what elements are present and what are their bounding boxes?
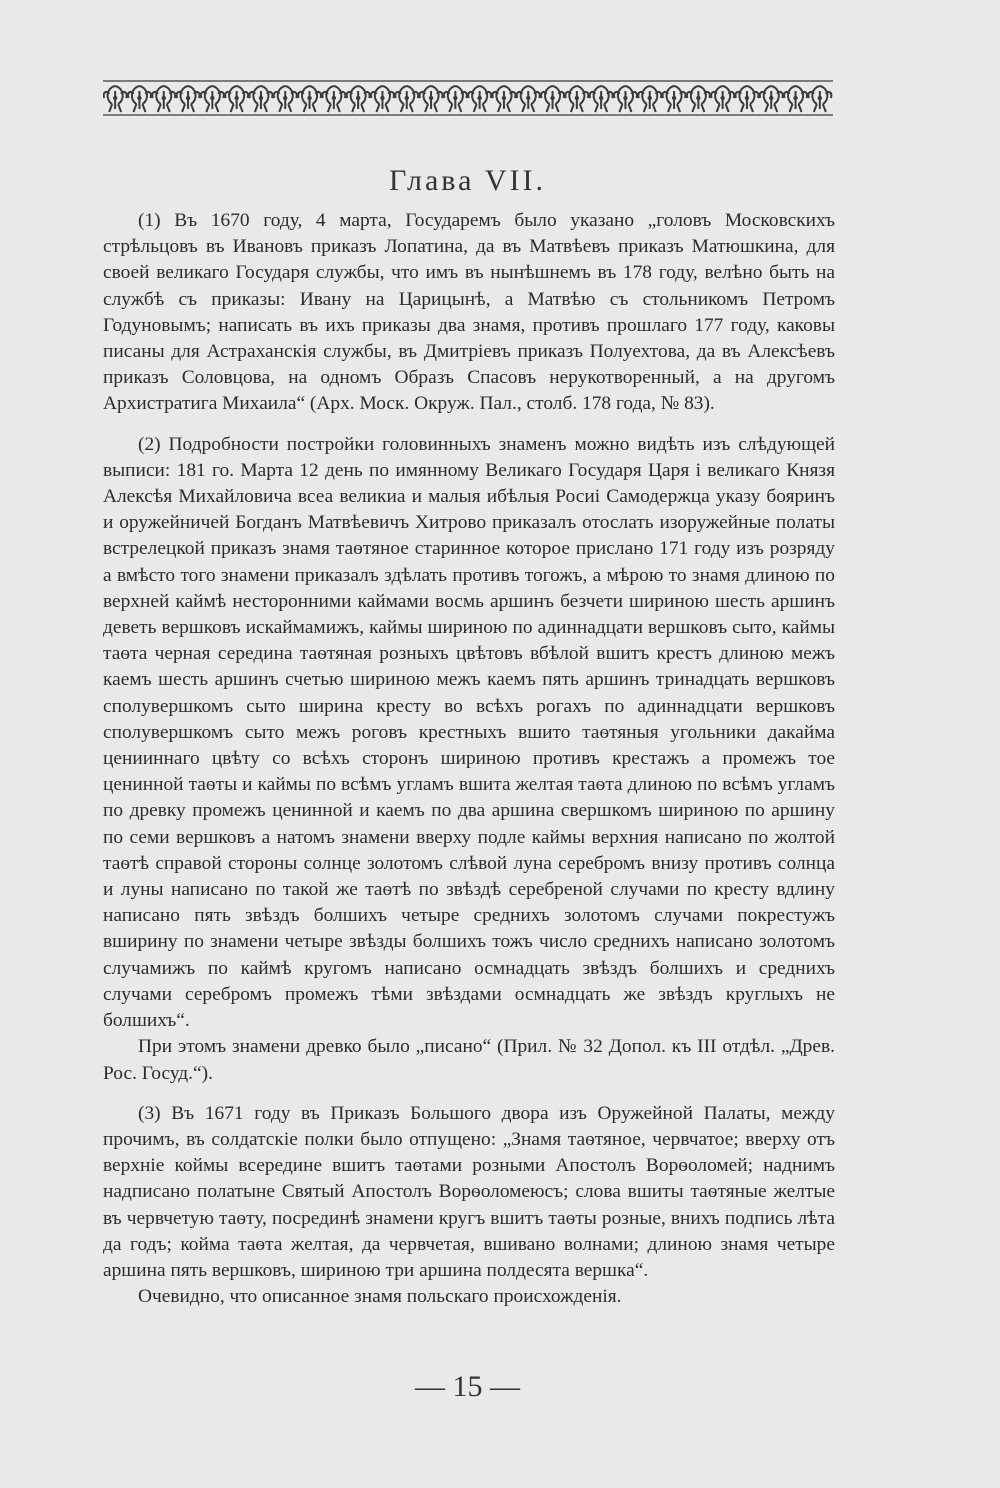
ornament-motif [347, 86, 370, 112]
ornament-motif [614, 86, 637, 112]
ornament-motif [225, 86, 248, 112]
ornament-motif [444, 86, 467, 112]
ornament-motif [177, 86, 200, 112]
ornament-motif [371, 86, 394, 112]
paragraph-3: (3) Въ 1671 году въ Приказъ Большого двора изъ Оружейной Палаты, между прочимъ, въ солдатскіе полки было отпущено: „Знамя таѳтяное, червчатое; вверху отъ верхніе коймы всередине вшитъ таѳтами розными Апостолъ Ворѳоломей; наднимъ надписано полатыне Святый Апостолъ Ворѳоломеюсъ; слова вшиты таѳтяные желтые въ червчетую таѳту, посрединѣ знамени кругъ вшитъ таѳты розные, внихъ подпись лѣта да годъ; койма таѳта желтая, да червчетая, вшивано волнами; длиною знамя четыре аршина пять вершковъ, шириною три аршина полдесята вершка“. [103, 1102, 835, 1281]
chapter-title: Глава VII. [388, 164, 547, 197]
ornament-motif [468, 86, 491, 112]
ornament-motif [395, 86, 418, 112]
paragraph-3-note: Очевидно, что описанное знамя польскаго происхожденія. [138, 1286, 622, 1308]
ornamental-header-band [103, 78, 833, 118]
ornament-motif [663, 86, 686, 112]
ornament-motif [201, 86, 224, 112]
ornament-pattern-icon [103, 78, 833, 118]
ornament-motif [735, 86, 758, 112]
ornament-motif [541, 86, 564, 112]
ornament-motif [104, 86, 127, 112]
ornament-motif [322, 86, 345, 112]
ornament-motif [638, 86, 661, 112]
chapter-body [103, 208, 835, 1310]
ornament-motif [808, 86, 831, 112]
paragraph-1: (1) Въ 1670 году, 4 марта, Государемъ было указано „головъ Московскихъ стрѣльцовъ въ Ивановъ приказъ Лопатина, да въ Матвѣевъ приказъ Матюшкина, для своей великаго Государя службы, что имъ въ нынѣшнемъ въ 178 году, велѣно быть на службѣ съ приказы: Ивану на Царицынѣ, а Матвѣю съ стольникомъ Петромъ Годуновымъ; написать въ ихъ приказы два знамя, противъ прошлаго 177 году, каковы писаны для Астраханскія службы, въ Дмитріевъ приказъ Полуехтова, да въ Алексѣевъ приказъ Соловцова, на одномъ Образъ Спасовъ нерукотворенный, а на другомъ Архистратига Михаила“ (Арх. Моск. Окруж. Пал., столб. 178 года, № 83). [103, 210, 835, 415]
ornament-motif [128, 86, 151, 112]
page-number: — 15 — [415, 1370, 520, 1403]
ornament-motif [298, 86, 321, 112]
ornament-motif [517, 86, 540, 112]
ornament-motif [687, 86, 710, 112]
ornament-motif [152, 86, 175, 112]
ornament-motif [565, 86, 588, 112]
ornament-motif [492, 86, 515, 112]
ornament-motif [420, 86, 443, 112]
ornament-motif [784, 86, 807, 112]
ornament-motif [590, 86, 613, 112]
ornament-motif [249, 86, 272, 112]
ornament-motif [711, 86, 734, 112]
ornament-motif [760, 86, 783, 112]
paragraph-2: (2) Подробности постройки головинныхъ знаменъ можно видѣть изъ слѣдующей выписи: 181 го. Марта 12 день по имянному Великаго Государя Царя і великаго Князя Алексѣя Михайловича всеа великиа и малыя ибѣлыя Росиі Самодержца указу бояринъ и оружейничей Богданъ Матвѣевичъ Хитрово приказалъ отослать изоружейные полаты встрелецкой приказъ знамя таѳтяное старинное которое прислано 171 году изъ розряду а вмѣсто того знамени приказалъ здѣлать противъ тогожъ, а мѣрою то знамя длиною по верхней каймѣ несторонними каймами восмь аршинъ безчети шириною шесть аршинъ деветь вершковъ искаймамижъ, каймы шириною по адиннадцати вершковъ сыто, каймы таѳта черная середина таѳтяная розныхъ цвѣтовъ вбѣлой вшитъ крестъ длиною межъ каемъ шесть аршинъ счетью шириною межъ каемъ пять аршинъ тринадцать вершковъ сполувершкомъ сыто ширина кресту во всѣхъ рогахъ по адиннадцати вершковъ сполувершкомъ сыто межъ роговъ крестныхъ вшито таѳтяныя угольники дакайма ценииннаго цвѣту со всѣхъ сторонъ шириною противъ крестажъ а промежъ тое ценинной таѳты и каймы по всѣмъ угламъ вшита желтая таѳта длиною по всѣмъ угламъ по древку промежъ ценинной и каемъ по два аршина свершкомъ шириною по аршину по семи вершковъ а натомъ знамени вверху подле каймы верхния написано по жолтой таѳтѣ справой стороны солнце золотомъ слѣвой луна серебромъ внизу противъ солнца и луны написано по такой же таѳтѣ по звѣздѣ серебреной случами по кресту вдлину написано пять звѣздъ болшихъ четыре среднихъ золотомъ случами покрестужъ вширину по знамени четыре звѣзды болшихъ тожъ число среднихъ написано золотомъ случамижъ по каймѣ кругомъ написано осмнадцать звѣздъ болшихъ и среднихъ случами серебромъ промежъ тѣми звѣздами осмнадцать же звѣздъ круглыхъ не болшихъ“. [103, 433, 835, 1032]
ornament-motif [274, 86, 297, 112]
paragraph-2-note: При этомъ знамени древко было „писано“ (Прил. № 32 Допол. къ III отдѣл. „Древ. Рос. Госуд.“). [103, 1036, 835, 1084]
